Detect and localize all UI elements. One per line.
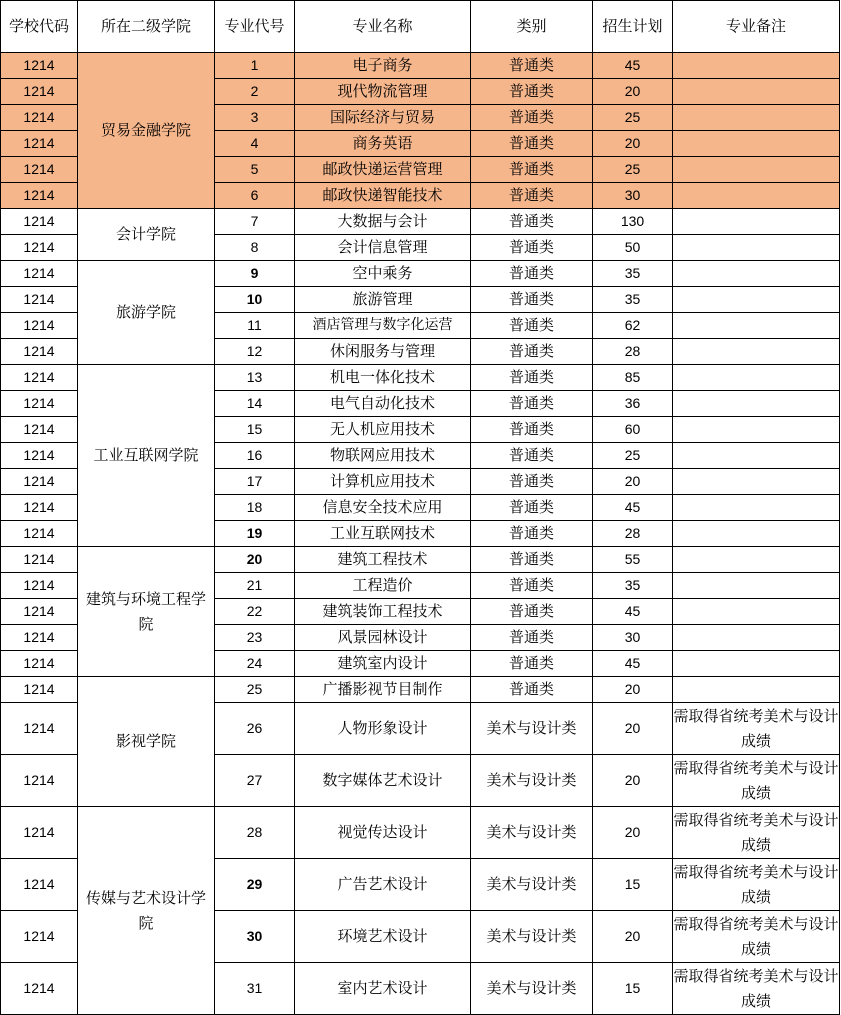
college-cell: 旅游学院 <box>78 261 215 365</box>
plan-cell: 20 <box>593 755 673 807</box>
header-major-name: 专业名称 <box>295 1 471 53</box>
plan-cell: 20 <box>593 677 673 703</box>
major-code-cell: 20 <box>215 547 295 573</box>
note-cell <box>673 651 840 677</box>
major-code-cell: 22 <box>215 599 295 625</box>
plan-cell: 25 <box>593 105 673 131</box>
category-cell: 普通类 <box>471 625 593 651</box>
note-cell <box>673 365 840 391</box>
major-code-cell: 3 <box>215 105 295 131</box>
school-code-cell: 1214 <box>1 365 78 391</box>
major-name-cell: 邮政快递智能技术 <box>295 183 471 209</box>
note-cell: 需取得省统考美术与设计成绩 <box>673 859 840 911</box>
plan-cell: 62 <box>593 313 673 339</box>
plan-cell: 20 <box>593 469 673 495</box>
category-cell: 美术与设计类 <box>471 703 593 755</box>
note-cell <box>673 209 840 235</box>
major-code-cell: 2 <box>215 79 295 105</box>
major-name-cell: 建筑室内设计 <box>295 651 471 677</box>
note-cell <box>673 261 840 287</box>
college-cell: 影视学院 <box>78 677 215 807</box>
category-cell: 普通类 <box>471 339 593 365</box>
table-row <box>1 807 840 859</box>
school-code-cell: 1214 <box>1 911 78 963</box>
header-plan: 招生计划 <box>593 1 673 53</box>
header-major-code: 专业代号 <box>215 1 295 53</box>
note-cell <box>673 131 840 157</box>
note-cell: 需取得省统考美术与设计成绩 <box>673 963 840 1015</box>
major-name-cell: 信息安全技术应用 <box>295 495 471 521</box>
category-cell: 普通类 <box>471 79 593 105</box>
college-cell: 建筑与环境工程学院 <box>78 547 215 677</box>
category-cell: 普通类 <box>471 495 593 521</box>
table-row <box>1 365 840 391</box>
note-cell <box>673 469 840 495</box>
school-code-cell: 1214 <box>1 677 78 703</box>
major-code-cell: 12 <box>215 339 295 365</box>
category-cell: 美术与设计类 <box>471 807 593 859</box>
plan-cell: 45 <box>593 53 673 79</box>
school-code-cell: 1214 <box>1 599 78 625</box>
note-cell <box>673 183 840 209</box>
school-code-cell: 1214 <box>1 703 78 755</box>
major-code-cell: 14 <box>215 391 295 417</box>
plan-cell: 30 <box>593 183 673 209</box>
note-cell <box>673 105 840 131</box>
plan-cell: 20 <box>593 911 673 963</box>
major-name-cell: 物联网应用技术 <box>295 443 471 469</box>
major-name-cell: 国际经济与贸易 <box>295 105 471 131</box>
plan-cell: 20 <box>593 131 673 157</box>
note-cell <box>673 495 840 521</box>
school-code-cell: 1214 <box>1 547 78 573</box>
plan-cell: 36 <box>593 391 673 417</box>
plan-cell: 35 <box>593 287 673 313</box>
major-code-cell: 21 <box>215 573 295 599</box>
major-code-cell: 16 <box>215 443 295 469</box>
major-code-cell: 17 <box>215 469 295 495</box>
major-name-cell: 现代物流管理 <box>295 79 471 105</box>
category-cell: 普通类 <box>471 313 593 339</box>
note-cell <box>673 625 840 651</box>
plan-cell: 45 <box>593 651 673 677</box>
major-name-cell: 电子商务 <box>295 53 471 79</box>
major-code-cell: 15 <box>215 417 295 443</box>
plan-cell: 85 <box>593 365 673 391</box>
school-code-cell: 1214 <box>1 807 78 859</box>
school-code-cell: 1214 <box>1 417 78 443</box>
plan-cell: 15 <box>593 963 673 1015</box>
note-cell: 需取得省统考美术与设计成绩 <box>673 807 840 859</box>
note-cell <box>673 235 840 261</box>
major-name-cell: 无人机应用技术 <box>295 417 471 443</box>
major-code-cell: 8 <box>215 235 295 261</box>
major-code-cell: 18 <box>215 495 295 521</box>
school-code-cell: 1214 <box>1 521 78 547</box>
plan-cell: 45 <box>593 495 673 521</box>
major-name-cell: 风景园林设计 <box>295 625 471 651</box>
note-cell <box>673 313 840 339</box>
major-name-cell: 空中乘务 <box>295 261 471 287</box>
major-code-cell: 4 <box>215 131 295 157</box>
note-cell <box>673 79 840 105</box>
major-code-cell: 11 <box>215 313 295 339</box>
note-cell <box>673 521 840 547</box>
note-cell <box>673 443 840 469</box>
note-cell <box>673 599 840 625</box>
major-code-cell: 7 <box>215 209 295 235</box>
plan-cell: 35 <box>593 573 673 599</box>
school-code-cell: 1214 <box>1 157 78 183</box>
category-cell: 美术与设计类 <box>471 755 593 807</box>
table-row <box>1 209 840 235</box>
major-code-cell: 6 <box>215 183 295 209</box>
table-row <box>1 53 840 79</box>
major-code-cell: 28 <box>215 807 295 859</box>
school-code-cell: 1214 <box>1 235 78 261</box>
note-cell: 需取得省统考美术与设计成绩 <box>673 911 840 963</box>
category-cell: 美术与设计类 <box>471 963 593 1015</box>
plan-cell: 30 <box>593 625 673 651</box>
major-name-cell: 大数据与会计 <box>295 209 471 235</box>
category-cell: 普通类 <box>471 547 593 573</box>
plan-cell: 28 <box>593 521 673 547</box>
table-row <box>1 677 840 703</box>
major-code-cell: 27 <box>215 755 295 807</box>
major-name-cell: 环境艺术设计 <box>295 911 471 963</box>
major-code-cell: 26 <box>215 703 295 755</box>
category-cell: 普通类 <box>471 443 593 469</box>
category-cell: 普通类 <box>471 105 593 131</box>
major-name-cell: 电气自动化技术 <box>295 391 471 417</box>
header-college: 所在二级学院 <box>78 1 215 53</box>
plan-cell: 45 <box>593 599 673 625</box>
plan-cell: 20 <box>593 703 673 755</box>
college-cell: 工业互联网学院 <box>78 365 215 547</box>
major-name-cell: 人物形象设计 <box>295 703 471 755</box>
category-cell: 普通类 <box>471 209 593 235</box>
plan-cell: 25 <box>593 157 673 183</box>
major-code-cell: 31 <box>215 963 295 1015</box>
plan-cell: 55 <box>593 547 673 573</box>
major-code-cell: 30 <box>215 911 295 963</box>
school-code-cell: 1214 <box>1 287 78 313</box>
category-cell: 普通类 <box>471 521 593 547</box>
category-cell: 普通类 <box>471 235 593 261</box>
major-name-cell: 休闲服务与管理 <box>295 339 471 365</box>
plan-cell: 35 <box>593 261 673 287</box>
major-code-cell: 10 <box>215 287 295 313</box>
major-name-cell: 计算机应用技术 <box>295 469 471 495</box>
school-code-cell: 1214 <box>1 339 78 365</box>
major-name-cell: 工业互联网技术 <box>295 521 471 547</box>
plan-cell: 20 <box>593 807 673 859</box>
note-cell <box>673 573 840 599</box>
major-code-cell: 24 <box>215 651 295 677</box>
major-code-cell: 23 <box>215 625 295 651</box>
category-cell: 普通类 <box>471 599 593 625</box>
category-cell: 普通类 <box>471 469 593 495</box>
category-cell: 普通类 <box>471 573 593 599</box>
category-cell: 普通类 <box>471 287 593 313</box>
school-code-cell: 1214 <box>1 53 78 79</box>
table-row <box>1 547 840 573</box>
category-cell: 美术与设计类 <box>471 859 593 911</box>
note-cell <box>673 677 840 703</box>
note-cell <box>673 157 840 183</box>
major-name-cell: 建筑装饰工程技术 <box>295 599 471 625</box>
school-code-cell: 1214 <box>1 209 78 235</box>
major-name-cell: 酒店管理与数字化运营 <box>295 313 471 339</box>
header-category: 类别 <box>471 1 593 53</box>
note-cell <box>673 287 840 313</box>
school-code-cell: 1214 <box>1 651 78 677</box>
plan-cell: 20 <box>593 79 673 105</box>
major-code-cell: 13 <box>215 365 295 391</box>
major-name-cell: 会计信息管理 <box>295 235 471 261</box>
college-cell: 会计学院 <box>78 209 215 261</box>
school-code-cell: 1214 <box>1 443 78 469</box>
major-name-cell: 邮政快递运营管理 <box>295 157 471 183</box>
school-code-cell: 1214 <box>1 573 78 599</box>
table-row <box>1 261 840 287</box>
school-code-cell: 1214 <box>1 755 78 807</box>
school-code-cell: 1214 <box>1 391 78 417</box>
category-cell: 普通类 <box>471 677 593 703</box>
major-name-cell: 旅游管理 <box>295 287 471 313</box>
school-code-cell: 1214 <box>1 313 78 339</box>
category-cell: 普通类 <box>471 651 593 677</box>
major-name-cell: 广告艺术设计 <box>295 859 471 911</box>
school-code-cell: 1214 <box>1 469 78 495</box>
category-cell: 普通类 <box>471 131 593 157</box>
note-cell <box>673 547 840 573</box>
note-cell <box>673 53 840 79</box>
category-cell: 普通类 <box>471 183 593 209</box>
category-cell: 普通类 <box>471 417 593 443</box>
plan-cell: 130 <box>593 209 673 235</box>
school-code-cell: 1214 <box>1 859 78 911</box>
note-cell <box>673 339 840 365</box>
major-code-cell: 1 <box>215 53 295 79</box>
plan-cell: 15 <box>593 859 673 911</box>
category-cell: 普通类 <box>471 157 593 183</box>
category-cell: 美术与设计类 <box>471 911 593 963</box>
college-cell: 贸易金融学院 <box>78 53 215 209</box>
school-code-cell: 1214 <box>1 131 78 157</box>
school-code-cell: 1214 <box>1 79 78 105</box>
school-code-cell: 1214 <box>1 261 78 287</box>
major-name-cell: 机电一体化技术 <box>295 365 471 391</box>
major-name-cell: 商务英语 <box>295 131 471 157</box>
major-name-cell: 工程造价 <box>295 573 471 599</box>
category-cell: 普通类 <box>471 261 593 287</box>
major-code-cell: 29 <box>215 859 295 911</box>
college-cell: 传媒与艺术设计学院 <box>78 807 215 1015</box>
header-note: 专业备注 <box>673 1 840 53</box>
plan-cell: 50 <box>593 235 673 261</box>
category-cell: 普通类 <box>471 53 593 79</box>
note-cell <box>673 417 840 443</box>
major-name-cell: 广播影视节目制作 <box>295 677 471 703</box>
school-code-cell: 1214 <box>1 105 78 131</box>
plan-cell: 60 <box>593 417 673 443</box>
header-school-code: 学校代码 <box>1 1 78 53</box>
school-code-cell: 1214 <box>1 963 78 1015</box>
school-code-cell: 1214 <box>1 625 78 651</box>
school-code-cell: 1214 <box>1 183 78 209</box>
header-row <box>1 1 840 53</box>
plan-cell: 25 <box>593 443 673 469</box>
note-cell <box>673 391 840 417</box>
plan-cell: 28 <box>593 339 673 365</box>
major-code-cell: 9 <box>215 261 295 287</box>
major-name-cell: 建筑工程技术 <box>295 547 471 573</box>
major-code-cell: 19 <box>215 521 295 547</box>
major-name-cell: 视觉传达设计 <box>295 807 471 859</box>
category-cell: 普通类 <box>471 365 593 391</box>
major-code-cell: 5 <box>215 157 295 183</box>
school-code-cell: 1214 <box>1 495 78 521</box>
note-cell: 需取得省统考美术与设计成绩 <box>673 755 840 807</box>
major-code-cell: 25 <box>215 677 295 703</box>
major-name-cell: 室内艺术设计 <box>295 963 471 1015</box>
category-cell: 普通类 <box>471 391 593 417</box>
major-name-cell: 数字媒体艺术设计 <box>295 755 471 807</box>
note-cell: 需取得省统考美术与设计成绩 <box>673 703 840 755</box>
